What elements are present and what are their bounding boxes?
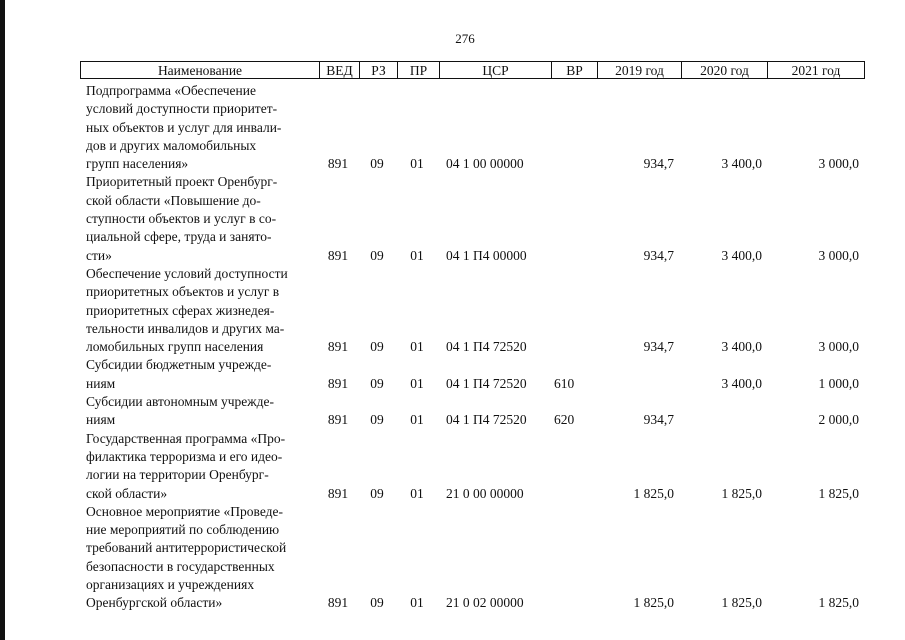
cell-pr: 01 [410,375,424,391]
row-values [80,155,865,173]
header-vr: ВР [551,62,597,78]
header-2019: 2019 год [597,62,681,78]
row-name: Субсидии автономным учрежде- ниям [86,394,274,428]
cell-pr: 01 [410,412,424,428]
table-row [80,82,865,173]
table-row [80,265,865,356]
row-values [80,338,865,356]
cell-rz: 09 [370,247,384,263]
cell-rz: 09 [370,485,384,501]
table-row [80,393,865,430]
cell-2019: 934,7 [643,412,674,428]
row-name: Государственная программа «Про- филактика терроризма и его идео- логии на территории Оренбург- ской области» [86,430,286,501]
cell-ved: 891 [327,156,349,172]
cell-csr: 04 1 П4 00000 [446,247,527,263]
cell-ved: 891 [327,339,349,355]
cell-rz: 09 [370,595,384,611]
page-edge [0,0,5,640]
cell-vr: 620 [554,412,575,428]
page-number: 276 [455,31,475,46]
table-row [80,430,865,503]
cell-rz: 09 [370,375,384,391]
cell-rz: 09 [370,412,384,428]
header-2021: 2021 год [767,62,864,78]
cell-2020: 3 400,0 [721,339,762,355]
table-header [80,61,865,79]
table-row [80,173,865,264]
cell-pr: 01 [410,595,424,611]
cell-vr: 610 [554,375,575,391]
cell-2019: 934,7 [643,156,674,172]
cell-csr: 21 0 02 00000 [446,595,524,611]
row-values [80,485,865,503]
cell-2021: 3 000,0 [818,339,859,355]
cell-rz: 09 [370,339,384,355]
cell-ved: 891 [327,247,349,263]
row-values [80,411,865,429]
row-name: Обеспечение условий доступности приоритетных объектов и услуг в приоритетных сферах жизнедея- тельности инвалидов и других ма- ломобильных групп населения [86,265,288,355]
cell-2020: 3 400,0 [721,247,762,263]
header-name: Наименование [157,63,243,78]
cell-rz: 09 [370,156,384,172]
header-csr: ЦСР [439,62,551,78]
cell-pr: 01 [410,247,424,263]
cell-2021: 2 000,0 [818,412,859,428]
row-values [80,247,865,265]
row-name: Субсидии бюджетным учрежде- ниям [86,357,272,391]
cell-2020: 3 400,0 [721,156,762,172]
cell-csr: 04 1 00 00000 [446,156,524,172]
cell-csr: 04 1 П4 72520 [446,339,527,355]
cell-2020: 3 400,0 [721,375,762,391]
cell-csr: 21 0 00 00000 [446,485,524,501]
header-2020: 2020 год [681,62,767,78]
cell-2020: 1 825,0 [721,595,762,611]
cell-pr: 01 [410,485,424,501]
table-row [80,356,865,393]
cell-csr: 04 1 П4 72520 [446,412,527,428]
row-values [80,594,865,612]
cell-2019: 934,7 [643,247,674,263]
cell-ved: 891 [327,595,349,611]
table-row [80,503,865,613]
cell-pr: 01 [410,339,424,355]
cell-2020: 1 825,0 [721,485,762,501]
cell-csr: 04 1 П4 72520 [446,375,527,391]
cell-2019: 934,7 [643,339,674,355]
row-name: Основное мероприятие «Проведе- ние мероприятий по соблюдению требований антитеррористической безопасности в государственных организациях и учреждениях Оренбургской области» [86,503,287,611]
header-pr: ПР [397,62,439,78]
cell-2021: 1 000,0 [818,375,859,391]
cell-ved: 891 [327,375,349,391]
row-values [80,375,865,393]
cell-ved: 891 [327,412,349,428]
cell-2021: 3 000,0 [818,247,859,263]
cell-2021: 1 825,0 [818,595,859,611]
cell-2019: 1 825,0 [633,485,674,501]
cell-2021: 1 825,0 [818,485,859,501]
row-name: Приоритетный проект Оренбург- ской области «Повышение до- ступности объектов и услуг в со- циальной сфере, труда и занято- сти» [86,174,278,263]
header-ved: ВЕД [319,62,359,78]
header-rz: РЗ [359,62,397,78]
cell-2021: 3 000,0 [818,156,859,172]
cell-ved: 891 [327,485,349,501]
cell-pr: 01 [410,156,424,172]
table-body [80,82,865,613]
row-name: Подпрограмма «Обеспечение условий доступности приоритет- ных объектов и услуг для инвали- дов и других маломобильных групп населения» [86,83,282,172]
cell-2019: 1 825,0 [633,595,674,611]
